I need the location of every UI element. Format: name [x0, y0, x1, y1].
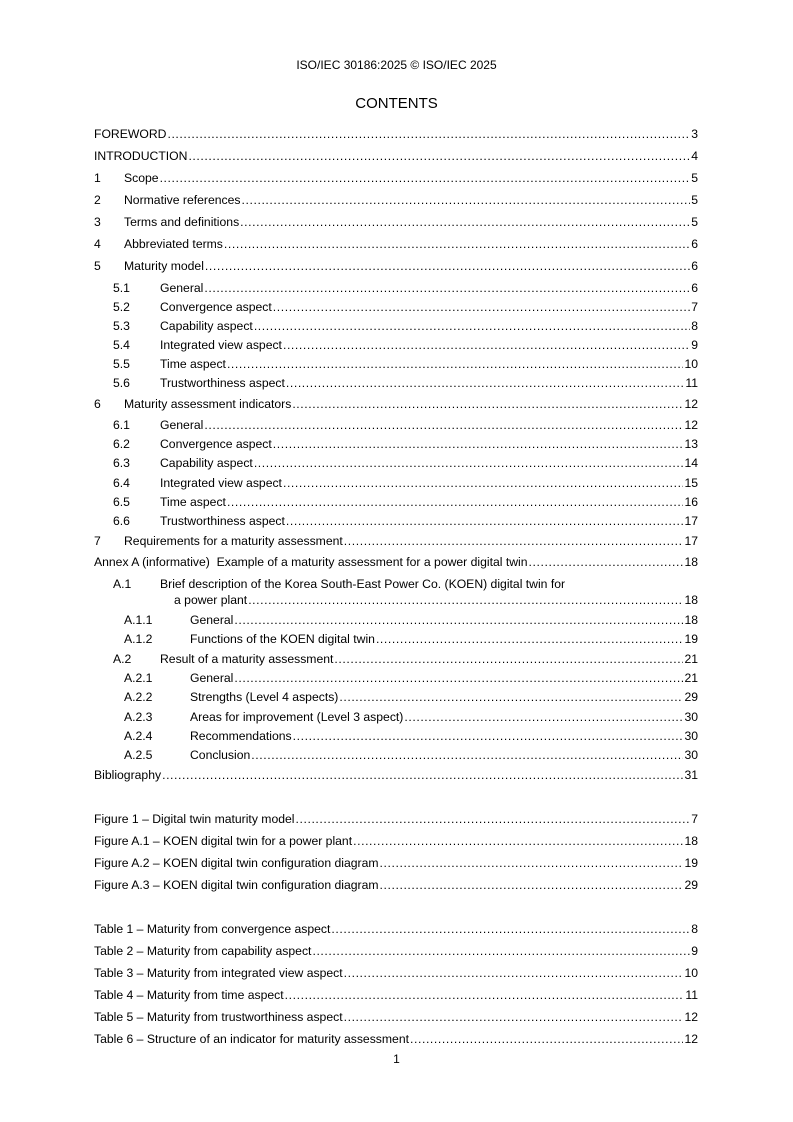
toc-entry-page: 6 — [691, 281, 698, 295]
toc-entry-page: 18 — [684, 555, 698, 569]
toc-entry-text: Integrated view aspect — [160, 476, 282, 490]
toc-entry-text: Integrated view aspect — [160, 338, 282, 352]
toc-entry-number: 5.5 — [113, 357, 130, 371]
table-list-entry[interactable] — [94, 966, 698, 980]
toc-entry-number: 5.1 — [113, 281, 130, 295]
table-entry-text: Table 2 – Maturity from capability aspect — [94, 944, 312, 958]
toc-entry-text: Result of a maturity assessment — [160, 652, 334, 666]
toc-entry[interactable] — [94, 259, 698, 273]
toc-entry-text: Terms and definitions — [124, 215, 240, 229]
toc-entry-page: 5 — [691, 215, 698, 229]
figure-entry-page: 18 — [684, 834, 698, 848]
table-entry-page: 12 — [684, 1010, 698, 1024]
toc-entry-number: 6.2 — [113, 437, 130, 451]
toc-entry-number: 4 — [94, 237, 101, 251]
toc-entry-number: 6.4 — [113, 476, 130, 490]
figure-entry-text: Figure A.2 – KOEN digital twin configuration diagram — [94, 856, 379, 870]
figure-list-entry[interactable] — [94, 856, 698, 870]
toc-entry-page: 21 — [684, 652, 698, 666]
toc-entry[interactable] — [94, 281, 698, 295]
table-entry-text: Table 6 – Structure of an indicator for maturity assessment — [94, 1032, 409, 1046]
toc-entry[interactable] — [94, 632, 698, 646]
toc-entry-text: INTRODUCTION — [94, 149, 188, 163]
toc-entry-number: 7 — [94, 534, 101, 548]
toc-entry-text: Convergence aspect — [160, 300, 272, 314]
toc-entry[interactable] — [174, 593, 698, 607]
table-list-entry[interactable] — [94, 1010, 698, 1024]
toc-entry-text: Areas for improvement (Level 3 aspect) — [190, 710, 404, 724]
toc-entry-page: 5 — [691, 171, 698, 185]
toc-entry-text: Capability aspect — [160, 319, 253, 333]
toc-entry-text: Bibliography — [94, 768, 162, 782]
toc-entry-text: Recommendations — [190, 729, 292, 743]
toc-entry-annex-a[interactable] — [94, 555, 698, 569]
toc-entry-text: General — [190, 671, 234, 685]
page-number: 1 — [393, 1052, 400, 1066]
toc-entry-page: 9 — [691, 338, 698, 352]
toc-entry[interactable] — [94, 193, 698, 207]
toc-entry[interactable] — [94, 690, 698, 704]
toc-entry[interactable] — [94, 357, 698, 371]
figure-list-entry[interactable] — [94, 834, 698, 848]
toc-entry-page: 6 — [691, 237, 698, 251]
figure-entry-text: Figure A.1 – KOEN digital twin for a power plant — [94, 834, 353, 848]
toc-entry-text: FOREWORD — [94, 127, 167, 141]
table-entry-page: 11 — [685, 988, 698, 1002]
table-list-entry[interactable] — [94, 922, 698, 936]
toc-entry-text: Normative references — [124, 193, 241, 207]
toc-entry-text-line1: Brief description of the Korea South-East Power Co. (KOEN) digital twin for — [160, 577, 566, 591]
toc-entry-page: 12 — [684, 397, 698, 411]
toc-entry-text: General — [160, 418, 204, 432]
toc-entry[interactable] — [94, 748, 698, 762]
toc-entry-page: 15 — [684, 476, 698, 490]
toc-entry-number: A.1.1 — [124, 613, 153, 627]
toc-entry[interactable] — [94, 534, 698, 548]
toc-entry-text: Scope — [124, 171, 159, 185]
toc-entry-page: 14 — [684, 456, 698, 470]
toc-entry-page: 30 — [684, 729, 698, 743]
toc-entry-number: A.1 — [113, 577, 132, 591]
toc-entry-text: Functions of the KOEN digital twin — [190, 632, 375, 646]
toc-entry-text: Maturity assessment indicators — [124, 397, 292, 411]
toc-entry-text: Trustworthiness aspect — [160, 376, 285, 390]
toc-entry-text: Strengths (Level 4 aspects) — [190, 690, 339, 704]
toc-entry-number: A.2.3 — [124, 710, 153, 724]
toc-entry-number: A.2.1 — [124, 671, 153, 685]
table-entry-text: Table 5 – Maturity from trustworthiness aspect — [94, 1010, 343, 1024]
toc-entry-text: Trustworthiness aspect — [160, 514, 285, 528]
toc-entry-page: 8 — [691, 319, 698, 333]
toc-entry[interactable] — [94, 514, 698, 528]
table-list-entry[interactable] — [94, 988, 698, 1002]
toc-entry[interactable] — [94, 215, 698, 229]
toc-entry-text: General — [190, 613, 234, 627]
toc-entry-page: 11 — [685, 376, 698, 390]
toc-entry[interactable] — [94, 729, 698, 743]
toc-entry-page: 16 — [684, 495, 698, 509]
toc-entry-number: 6.1 — [113, 418, 130, 432]
table-entry-text: Table 1 – Maturity from convergence aspect — [94, 922, 331, 936]
toc-entry-text: Conclusion — [190, 748, 251, 762]
toc-entry-number: 5.4 — [113, 338, 130, 352]
toc-entry[interactable] — [94, 437, 698, 451]
toc-entry-number: 5.3 — [113, 319, 130, 333]
toc-entry[interactable] — [94, 418, 698, 432]
toc-entry-number: 2 — [94, 193, 101, 207]
toc-entry-number: 5.2 — [113, 300, 130, 314]
toc-entry-introduction[interactable] — [94, 149, 698, 163]
toc-entry-page: 12 — [684, 418, 698, 432]
toc-entry[interactable] — [94, 319, 698, 333]
toc-entry-number: 6 — [94, 397, 101, 411]
toc-entry-text: Time aspect — [160, 495, 226, 509]
toc-entry-text: Requirements for a maturity assessment — [124, 534, 343, 548]
toc-entry-number: A.1.2 — [124, 632, 153, 646]
toc-entry-page: 19 — [684, 632, 698, 646]
toc-entry-page: 31 — [684, 768, 698, 782]
toc-entry[interactable] — [94, 710, 698, 724]
toc-entry[interactable] — [94, 495, 698, 509]
toc-entry-page: 30 — [684, 748, 698, 762]
toc-entry-text: Convergence aspect — [160, 437, 272, 451]
toc-entry-number: 5 — [94, 259, 101, 273]
table-entry-page: 9 — [691, 944, 698, 958]
table-entry-page: 10 — [684, 966, 698, 980]
toc-entry[interactable] — [94, 476, 698, 490]
toc-entry-text: Annex A (informative) Example of a maturity assessment for a power digital twin — [94, 555, 528, 569]
toc-entry-page: 13 — [684, 437, 698, 451]
figure-list-entry[interactable] — [94, 878, 698, 892]
figure-entry-text: Figure A.3 – KOEN digital twin configuration diagram — [94, 878, 379, 892]
toc-entry-number: 3 — [94, 215, 101, 229]
table-entry-page: 12 — [684, 1032, 698, 1046]
figure-entry-page: 7 — [691, 812, 698, 826]
toc-entry-text: Time aspect — [160, 357, 226, 371]
toc-entry[interactable] — [94, 300, 698, 314]
toc-entry-number: 6.3 — [113, 456, 130, 470]
toc-entry-page: 18 — [684, 593, 698, 607]
figure-list-entry[interactable] — [94, 812, 698, 826]
toc-entry-page: 5 — [691, 193, 698, 207]
toc-entry-text: Maturity model — [124, 259, 204, 273]
figure-entry-text: Figure 1 – Digital twin maturity model — [94, 812, 295, 826]
toc-entry-number: A.2 — [113, 652, 132, 666]
toc-entry-page: 17 — [684, 514, 698, 528]
table-list-entry[interactable] — [94, 1032, 698, 1046]
toc-entry[interactable] — [94, 456, 698, 470]
toc-entry-number: 6.6 — [113, 514, 130, 528]
toc-entry-page: 4 — [691, 149, 698, 163]
toc-entry-bibliography[interactable] — [94, 768, 698, 782]
table-entry-text: Table 3 – Maturity from integrated view aspect — [94, 966, 343, 980]
toc-entry-number: 1 — [94, 171, 101, 185]
toc-entry[interactable] — [94, 652, 698, 666]
running-header: ISO/IEC 30186:2025 © ISO/IEC 2025 — [296, 58, 497, 72]
toc-entry-number: 5.6 — [113, 376, 130, 390]
toc-entry-text: Capability aspect — [160, 456, 253, 470]
toc-entry[interactable] — [94, 376, 698, 390]
toc-entry-text: Abbreviated terms — [124, 237, 223, 251]
toc-entry-page: 30 — [684, 710, 698, 724]
toc-entry[interactable] — [94, 237, 698, 251]
toc-entry-text: General — [160, 281, 204, 295]
toc-entry-page: 6 — [691, 259, 698, 273]
toc-entry-text-line2: a power plant — [174, 593, 248, 607]
table-list-entry[interactable] — [94, 944, 698, 958]
toc-entry-number: A.2.5 — [124, 748, 153, 762]
toc-entry[interactable] — [94, 338, 698, 352]
table-entry-page: 8 — [691, 922, 698, 936]
toc-entry-page: 18 — [684, 613, 698, 627]
toc-entry-page: 21 — [684, 671, 698, 685]
toc-entry-number: 6.5 — [113, 495, 130, 509]
toc-entry[interactable] — [94, 397, 698, 411]
toc-entry[interactable] — [94, 671, 698, 685]
toc-entry-page: 3 — [691, 127, 698, 141]
toc-entry-number: A.2.4 — [124, 729, 153, 743]
toc-entry-page: 7 — [691, 300, 698, 314]
toc-entry-number: A.2.2 — [124, 690, 153, 704]
toc-entry-page: 17 — [684, 534, 698, 548]
page-title: CONTENTS — [355, 95, 438, 112]
toc-entry-page: 29 — [684, 690, 698, 704]
toc-entry-foreword[interactable] — [94, 127, 698, 141]
figure-entry-page: 29 — [684, 878, 698, 892]
figure-entry-page: 19 — [684, 856, 698, 870]
toc-entry-page: 10 — [684, 357, 698, 371]
toc-entry[interactable] — [94, 613, 698, 627]
table-entry-text: Table 4 – Maturity from time aspect — [94, 988, 284, 1002]
toc-entry[interactable] — [94, 171, 698, 185]
